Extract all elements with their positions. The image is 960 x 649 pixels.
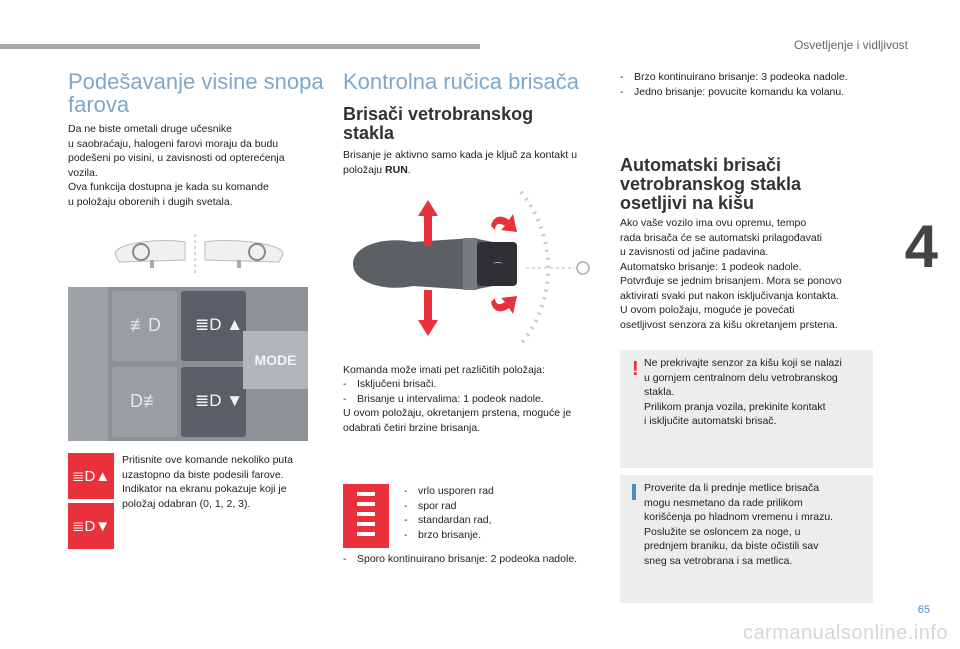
list-item: - Isključeni brisači.: [343, 377, 593, 392]
info-box: [620, 475, 873, 603]
list-item: - Brzo kontinuirano brisanje: 3 podeoka nadole.: [620, 70, 865, 85]
list-item: - Sporo kontinuirano brisanje: 2 podeoka nadole.: [343, 552, 588, 567]
speed-levels-icon: [357, 492, 375, 540]
headlamp-intro: Da ne biste ometali druge učesnike u saobraćaju, halogeni farovi moraju da budu podešeni po visini, u zavisnosti od opterećenja vozila. Ova funkcija dostupna je kada su komande u položaju oborenih i dugih svetala.: [68, 123, 285, 208]
list-item: - spor rad: [404, 499, 584, 514]
steering-wheel-icon: [115, 241, 185, 269]
page-number: 65: [917, 604, 930, 616]
headlamp-down-icon: ≣D ▼: [195, 391, 244, 410]
fog-lamp-icon: ≢D: [130, 315, 161, 335]
speeds-list: [404, 484, 584, 542]
mode-button[interactable]: MODE: [243, 331, 308, 389]
subsection-title-windscreen: Brisači vetrobranskog stakla: [343, 104, 534, 143]
steering-diagram: [105, 232, 295, 278]
headlamp-down-icon: ≣D▼: [68, 503, 114, 549]
positions-intro: Komanda može imati pet različitih položaja:: [343, 364, 545, 376]
steering-wheel-icon: [205, 241, 283, 269]
chapter-title: Osvetljenje i vidljivost: [793, 38, 908, 52]
list-item: - standardan rad,: [404, 513, 584, 528]
section-title-wiper: Kontrolna ručica brisača: [343, 69, 580, 94]
chapter-number: 4: [904, 213, 938, 280]
list-item: - Jedno brisanje: povucite komandu ka volanu.: [620, 85, 865, 100]
list-item: - brzo brisanje.: [404, 528, 584, 543]
ring-text: U ovom položaju, okretanjem prstena, moguće je odabrati četiri brzine brisanja.: [343, 407, 572, 434]
wiper-speed-indicator: [343, 484, 389, 548]
wiper-stalk-icon: [353, 238, 517, 290]
headlamp-up-button[interactable]: [181, 291, 246, 361]
warning-text: Ne prekrivajte senzor za kišu koji se nalazi u gornjem centralnom delu vetrobranskog stakla. Prilikom pranja vozila, prekinite kontakt i isključite automatski brisač.: [644, 357, 842, 427]
list-item: - Brisanje u intervalima: 1 podeok nadole.: [343, 392, 593, 407]
wiper-stalk-diagram: [343, 186, 593, 354]
headlamp-caption: Pritisnite ove komande nekoliko puta uzastopno da biste podesili farove. Indikator na ekranu pokazuje koji je položaj odabran (0, 1, 2, 3).: [122, 454, 294, 510]
list-item: - vrlo usporen rad: [404, 484, 584, 499]
warning-box: [620, 350, 873, 468]
warning-icon: !: [632, 358, 639, 380]
positions-list: [343, 377, 593, 406]
auto-wipers-text: Ako vaše vozilo ima ovu opremu, tempo rada brisača će se automatski prilagođavati u zavisnosti od jačine padavina. Automatsko brisanje: 1 podeok nadole. Potvrđuje se jednim brisanjem. Mora se ponovo aktivirati svaki put nakon isključivanja kontakta. U ovom položaju, moguće je povećati osetljivost senzora za kišu okretanjem prstena.: [620, 217, 842, 331]
continuous-slow-list: [343, 552, 588, 567]
section-title-headlamp: Podešavanje visine snopa farova: [68, 69, 324, 117]
headlamp-up-icon: ≣D▲: [68, 453, 114, 499]
watermark: carmanualsonline.info: [742, 622, 948, 644]
info-text: Proverite da li prednje metlice brisača mogu nesmetano da rade prilikom korišćenja po hladnom vremenu i mrazu. Poslužite se osloncem za noge, u prednjem braniku, da biste očistili sav sneg sa vetrobrana i sa metlica.: [644, 482, 834, 567]
headlamp-down-button[interactable]: [181, 367, 246, 437]
headlamp-up-icon: ≣D ▲: [195, 315, 244, 334]
svg-text:⌒: ⌒: [493, 263, 503, 274]
fog-lamp-button[interactable]: [112, 291, 177, 361]
fog-lamp-icon: D≢: [130, 391, 161, 411]
subsection-title-auto-wipers: Automatski brisači vetrobranskog stakla osetljivi na kišu: [620, 155, 802, 213]
headlamp-control-panel: [68, 287, 308, 441]
wiper-intro: Brisanje je aktivno samo kada je ključ za kontakt u položaju RUN.: [343, 149, 578, 176]
rear-fog-button[interactable]: [112, 367, 177, 437]
header-bar: [0, 44, 480, 49]
positions-continued-list: [620, 70, 865, 99]
info-icon: [632, 484, 636, 500]
